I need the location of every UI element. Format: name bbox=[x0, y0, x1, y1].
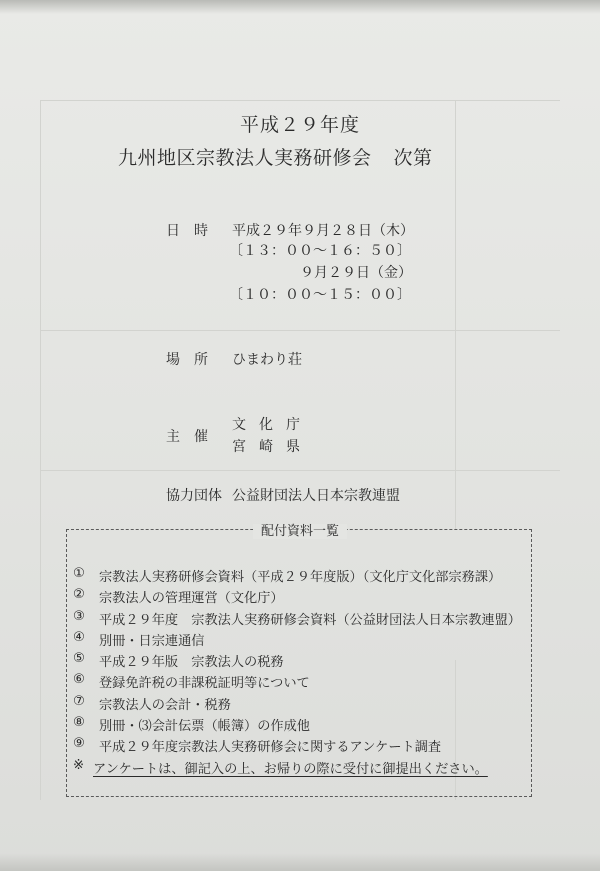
materials-title: 配付資料一覧 bbox=[0, 520, 600, 539]
venue-value: ひまわり荘 bbox=[232, 352, 302, 368]
materials-list bbox=[73, 566, 521, 779]
page-bottom-shadow bbox=[0, 853, 600, 871]
show-through-line bbox=[40, 470, 560, 471]
day2-time: 〔１０：００～１５：００〕 bbox=[229, 287, 411, 303]
day1-time: 〔１３：００～１６：５０〕 bbox=[229, 243, 411, 259]
list-item: ① 宗教法人実務研修会資料（平成２９年度版）（文化庁文化部宗務課） bbox=[73, 566, 502, 585]
day2-date: ９月２９日（金） bbox=[300, 265, 412, 281]
event-title: 九州地区宗教法人実務研修会 bbox=[118, 147, 372, 169]
survey-note bbox=[73, 758, 521, 779]
cooperation-label: 協力団体 bbox=[166, 488, 222, 504]
note-mark: ※ bbox=[73, 757, 85, 773]
page-top-shadow bbox=[0, 0, 600, 14]
organizer-line1: 文化庁 bbox=[232, 417, 313, 433]
list-item: ⑧ 別冊・⑶会計伝票（帳簿）の作成他 bbox=[73, 715, 310, 735]
show-through-line bbox=[455, 100, 456, 530]
cooperation-value: 公益財団法人日本宗教連盟 bbox=[232, 488, 400, 504]
show-through-line bbox=[40, 330, 560, 331]
note-text: アンケートは、御記入の上、お帰りの際に受付に御提出ください。 bbox=[93, 761, 488, 777]
list-item: ⑤ 平成２９年版 宗教法人の税務 bbox=[73, 651, 284, 671]
show-through-line bbox=[40, 100, 41, 800]
list-item: ⑨ 平成２９年度宗教法人実務研修会に関するアンケート調査 bbox=[73, 736, 442, 756]
program-label: 次第 bbox=[393, 147, 433, 169]
list-item: ② 宗教法人の管理運営（文化庁） bbox=[73, 587, 284, 607]
year-line: 平成２９年度 bbox=[239, 114, 360, 136]
show-through-line bbox=[40, 100, 560, 101]
organizer-label: 主 催 bbox=[166, 429, 208, 445]
list-item: ③ 平成２９年度 宗教法人実務研修会資料（公益財団法人日本宗教連盟） bbox=[73, 608, 521, 628]
list-item: ④ 別冊・日宗連通信 bbox=[73, 629, 205, 649]
day1-date: 平成２９年９月２８日（木） bbox=[232, 223, 414, 239]
datetime-label: 日 時 bbox=[166, 223, 208, 239]
list-item: ⑦ 宗教法人の会計・税務 bbox=[73, 693, 231, 713]
venue-label: 場 所 bbox=[166, 352, 208, 368]
organizer-line2: 宮崎県 bbox=[232, 439, 313, 455]
event-title-line bbox=[118, 143, 433, 170]
list-item: ⑥ 登録免許税の非課税証明等について bbox=[73, 672, 310, 692]
